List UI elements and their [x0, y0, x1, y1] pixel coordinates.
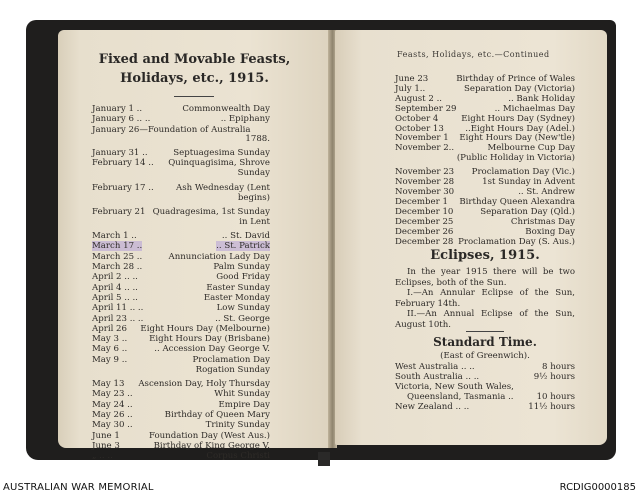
feast-entry-date: May 24 .. — [92, 399, 133, 410]
feast-entry-desc: Separation Day (Victoria) — [463, 83, 575, 94]
running-head: Feasts, Holidays, etc.—Continued — [397, 50, 550, 59]
feast-entry-desc: Ascension Day, Holy Thursday — [138, 379, 270, 389]
feast-entry-date: August 2 .. — [395, 93, 443, 104]
standard-time-title: Standard Time. — [433, 335, 537, 349]
feast-entry-date: February 21 — [92, 206, 146, 217]
feast-entry-date: March 25 .. — [92, 251, 143, 262]
feast-entry-desc: .. Epiphany — [220, 114, 270, 125]
feast-entry-date: June 3 — [92, 440, 120, 451]
feast-entry-date: April 26 — [92, 323, 127, 334]
feast-entry-desc: Good Friday — [216, 272, 270, 283]
feast-entry-date: January 26—Foundation of Australia — [92, 124, 251, 135]
feast-entry-date: November 1 — [395, 133, 449, 144]
feast-entry-date: April 4 .. .. — [92, 282, 138, 293]
left-title-line1: Fixed and Movable Feasts, — [98, 52, 291, 67]
feast-entry-date: January 31 .. — [92, 147, 148, 158]
feast-entry-date: November 2.. — [395, 143, 455, 154]
feast-entry-desc: Christmas Day — [510, 216, 575, 227]
feast-entry-date: May 6 .. — [92, 344, 128, 355]
time-hours: 10 hours — [536, 392, 575, 402]
time-place: Victoria, New South Wales, — [395, 382, 514, 392]
feast-entry-desc: Low Sunday — [216, 303, 270, 314]
title-rule — [174, 96, 214, 97]
feast-entry-desc: Birthday Queen Alexandra — [459, 196, 575, 207]
footer-id: RCDIG0000185 — [559, 482, 636, 493]
standard-time-sub: (East of Greenwich). — [440, 351, 530, 361]
feast-entry-desc: .. St. George — [215, 313, 270, 324]
feast-entry-date: January 1 .. — [92, 104, 143, 114]
feast-entry-desc: Trinity Sunday — [205, 420, 270, 431]
feast-entry-desc: Proclamation Day (Vic.) — [471, 167, 575, 178]
feast-entry-desc: Proclamation Day — [192, 354, 270, 365]
feast-entry-date: July 1.. — [395, 83, 426, 94]
feast-entry-desc: ..Eight Hours Day (Adel.) — [465, 123, 575, 134]
feast-entry-date: March 1 .. — [92, 231, 137, 242]
time-place: Queensland, Tasmania .. — [407, 392, 514, 402]
feast-entry-continuation: in Lent — [239, 216, 270, 227]
feast-entry-desc: Birthday of King George V. — [153, 440, 270, 451]
feast-entry-desc: 1788. — [245, 133, 270, 144]
feast-entry-date: June 23 — [395, 74, 429, 84]
feast-entry-desc: .. Michaelmas Day — [494, 103, 575, 114]
feast-entry-desc: Proclamation Day (S. Aus.) — [458, 236, 575, 247]
time-place: West Australia .. .. — [395, 362, 475, 372]
feast-entry-desc: Birthday of Queen Mary — [164, 409, 270, 420]
feast-entry-desc: Empire Day — [218, 399, 270, 410]
feast-entry-desc: Ash Wednesday (Lent — [176, 182, 270, 193]
footer — [0, 478, 640, 497]
feast-entry-desc: .. Accession Day George V. — [154, 344, 270, 355]
feast-entry-desc: Annunciation Lady Day — [168, 251, 270, 262]
feast-entry-date: May 23 .. — [92, 389, 133, 400]
feast-entry-desc: Septuagesima Sunday — [173, 147, 270, 158]
feast-entry-desc: .. Bank Holiday — [508, 93, 575, 104]
feast-entry-date: December 1 — [395, 196, 448, 207]
feast-entry-desc: Eight Hours Day (Sydney) — [461, 113, 575, 124]
feast-entry-date: November 28 — [395, 177, 455, 188]
feast-entry-desc: Boxing Day — [525, 226, 575, 237]
feast-entry-desc: Palm Sunday — [213, 262, 270, 272]
eclipse-rule — [466, 331, 504, 332]
time-hours: 8 hours — [542, 362, 575, 372]
feast-entry-desc: Whit Sunday — [214, 389, 270, 400]
feast-entry-desc: Melbourne Cup Day — [487, 143, 575, 154]
feast-entry-date: May 26 .. — [92, 409, 133, 420]
footer-source: AUSTRALIAN WAR MEMORIAL — [3, 482, 154, 493]
eclipses-title: Eclipses, 1915. — [430, 248, 540, 263]
feast-entry-date: December 25 — [395, 216, 454, 227]
feast-entry-date: May 30 .. — [92, 420, 133, 431]
ribbon-tab — [318, 452, 330, 466]
feast-entry-desc: Easter Sunday — [206, 282, 270, 293]
feast-entry-date: „ .. .. — [92, 451, 113, 462]
eclipse-2: II.—An Annual Eclipse of the Sun, August 10th. — [395, 309, 575, 330]
feast-entry-date: January 6 .. .. — [92, 114, 151, 125]
left-title-line2: Holidays, etc., 1915. — [120, 71, 269, 86]
feast-entry-date: November 30 — [395, 187, 455, 197]
feast-entry-date: October 4 — [395, 113, 439, 124]
feast-entry-date: October 13 — [395, 123, 444, 134]
time-hours: 11½ hours — [528, 402, 575, 412]
feast-entry-continuation: Sunday — [237, 168, 270, 179]
feast-entry-date: February 17 .. — [92, 182, 154, 193]
feast-entry-desc: Corpus Christi — [206, 451, 270, 462]
feast-entry-date: December 10 — [395, 206, 454, 217]
feast-entry-date: March 17 .. — [92, 241, 143, 252]
feast-entry-desc: Quadragesima, 1st Sunday — [152, 206, 270, 217]
feast-entry-desc: .. St. David — [221, 231, 270, 242]
feast-entry-desc: Separation Day (Qld.) — [480, 206, 575, 217]
feast-entry-desc: Quinquagisima, Shrove — [168, 158, 270, 169]
feast-entry-date: April 11 .. .. — [92, 303, 144, 314]
feast-entry-date: April 23 .. .. — [92, 313, 144, 324]
feast-entry-continuation: begins) — [237, 192, 270, 203]
feast-entry-desc: Birthday of Prince of Wales — [456, 74, 575, 84]
feast-entry-date: December 26 — [395, 226, 454, 237]
eclipses-intro: In the year 1915 there will be two Eclipses, both of the Sun. — [395, 267, 575, 288]
feast-entry-date: April 2 .. .. — [92, 272, 138, 283]
feast-entry-desc: Eight Hours Day (New'tle) — [459, 133, 575, 144]
feast-entry-date: February 14 .. — [92, 158, 154, 169]
feast-entry-desc: 1st Sunday in Advent — [482, 177, 575, 188]
eclipse-1: I.—An Annular Eclipse of the Sun, February 14th. — [395, 288, 575, 309]
feast-entry-desc: Easter Monday — [203, 292, 270, 303]
feast-entry-continuation: (Public Holiday in Victoria) — [456, 153, 575, 164]
feast-entry-date: November 23 — [395, 167, 455, 178]
time-place: South Australia .. .. — [395, 372, 480, 382]
feast-entry-date: May 13 — [92, 379, 125, 389]
feast-entry-desc: .. St. Andrew — [518, 187, 575, 197]
feast-entry-date: June 1 — [92, 430, 120, 441]
feast-entry-desc: .. St. Patrick — [216, 241, 270, 252]
feast-entry-date: May 9 .. — [92, 354, 128, 365]
feast-entry-date: September 29 — [395, 103, 457, 114]
feast-entry-desc: Foundation Day (West Aus.) — [148, 430, 270, 441]
feast-entry-desc: Commonwealth Day — [182, 104, 270, 114]
feast-entry-date: December 28 — [395, 236, 454, 247]
feast-entry-desc: Eight Hours Day (Melbourne) — [140, 323, 270, 334]
feast-entry-continuation: Rogation Sunday — [195, 364, 270, 375]
feast-entry-date: March 28 .. — [92, 262, 143, 272]
time-hours: 9½ hours — [533, 372, 575, 382]
time-place: New Zealand .. .. — [395, 402, 470, 412]
feast-entry-date: April 5 .. .. — [92, 292, 138, 303]
feast-entry-date: May 3 .. — [92, 334, 128, 345]
feast-entry-desc: Eight Hours Day (Brisbane) — [149, 334, 270, 345]
